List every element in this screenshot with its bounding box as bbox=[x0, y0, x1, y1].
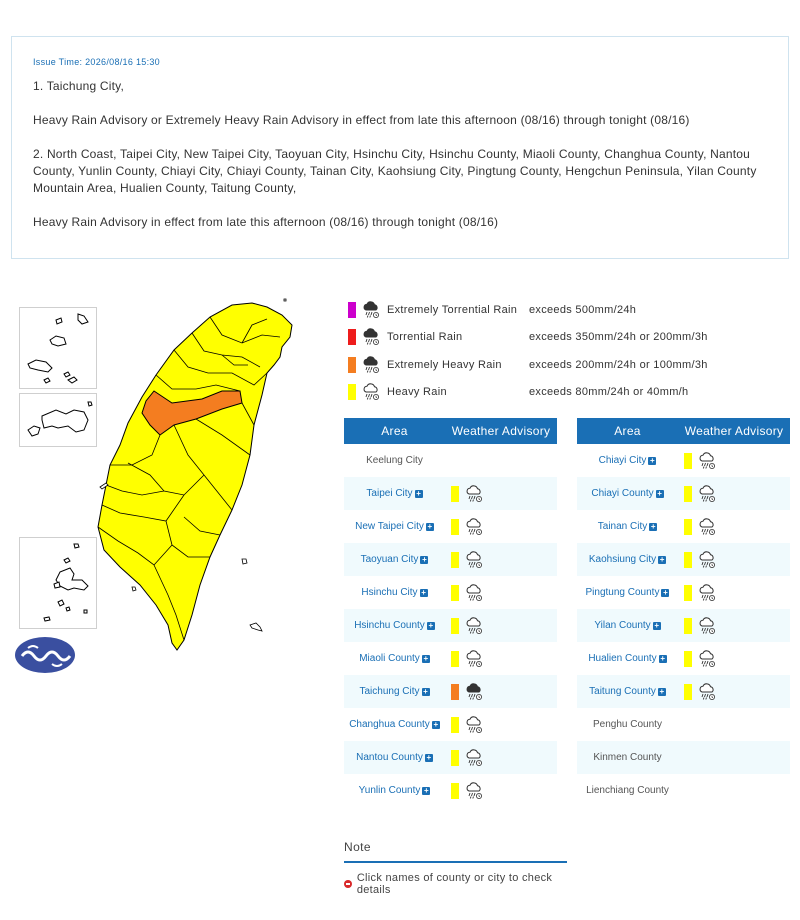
area-link[interactable] bbox=[577, 686, 678, 697]
advisory-swatch bbox=[451, 486, 459, 502]
area-name: Pingtung County bbox=[585, 587, 660, 598]
table-row bbox=[577, 741, 790, 774]
rain-cloud-icon bbox=[465, 518, 483, 536]
note-item bbox=[344, 872, 584, 896]
legend-desc: exceeds 500mm/24h bbox=[529, 303, 637, 316]
note-section bbox=[344, 840, 584, 896]
advisory-cell bbox=[445, 617, 557, 635]
advisory-cell bbox=[678, 683, 790, 701]
advisory-swatch bbox=[451, 684, 459, 700]
advisory-swatch bbox=[684, 618, 692, 634]
legend-swatch bbox=[348, 302, 356, 318]
advisory-swatch bbox=[451, 717, 459, 733]
advisory-swatch bbox=[684, 651, 692, 667]
plus-square-icon[interactable]: + bbox=[416, 488, 421, 498]
area-link[interactable] bbox=[344, 785, 445, 796]
area-name: Yilan County bbox=[594, 620, 651, 631]
header-area: Area bbox=[614, 424, 641, 438]
taiwan-main-map[interactable] bbox=[92, 295, 307, 655]
area-name: Taipei City bbox=[366, 488, 413, 499]
area-link[interactable] bbox=[577, 455, 678, 466]
plus-square-icon[interactable]: + bbox=[663, 587, 668, 597]
plus-square-icon[interactable]: + bbox=[650, 521, 656, 531]
advisory-cell bbox=[678, 551, 790, 569]
table-row bbox=[344, 741, 557, 774]
table-row bbox=[344, 708, 557, 741]
area-link[interactable] bbox=[577, 653, 678, 664]
legend-name: Extremely Heavy Rain bbox=[387, 358, 502, 371]
legend-name: Heavy Rain bbox=[387, 386, 447, 399]
heavy-rain-cloud-icon bbox=[362, 356, 380, 374]
area-name: Taichung City bbox=[359, 686, 420, 697]
advisory-swatch bbox=[684, 453, 692, 469]
rain-cloud-icon bbox=[465, 617, 483, 635]
heavy-rain-cloud-icon bbox=[362, 328, 380, 346]
rain-cloud-icon bbox=[465, 584, 483, 602]
rain-cloud-icon bbox=[465, 551, 483, 569]
table-header bbox=[344, 418, 557, 444]
advisory-cell bbox=[445, 518, 557, 536]
rain-cloud-icon bbox=[362, 383, 380, 401]
rain-cloud-icon bbox=[698, 518, 716, 536]
area-name: Keelung City bbox=[366, 455, 423, 466]
legend-row-heavy bbox=[348, 379, 768, 407]
plus-square-icon[interactable]: + bbox=[433, 719, 439, 729]
plus-square-icon[interactable]: + bbox=[654, 620, 659, 630]
plus-square-icon[interactable]: + bbox=[428, 620, 434, 630]
note-text: Click names of county or city to check details bbox=[356, 872, 553, 896]
advisory-table-left bbox=[344, 418, 557, 807]
table-row bbox=[344, 576, 557, 609]
advisory-cell bbox=[445, 551, 557, 569]
advisory-swatch bbox=[684, 552, 692, 568]
table-row bbox=[344, 543, 557, 576]
area-name: Changhua County bbox=[349, 719, 430, 730]
plus-square-icon[interactable]: + bbox=[423, 686, 428, 696]
table-row bbox=[344, 642, 557, 675]
advisory-map bbox=[0, 290, 330, 690]
legend-name: Torrential Rain bbox=[387, 331, 463, 344]
taiwan-island bbox=[98, 303, 292, 650]
advisory-text bbox=[33, 78, 767, 231]
legend-desc: exceeds 200mm/24h or 100mm/3h bbox=[529, 358, 708, 371]
area-name: Miaoli County bbox=[359, 653, 420, 664]
table-row bbox=[344, 609, 557, 642]
area-link[interactable] bbox=[577, 587, 678, 598]
legend-desc: exceeds 350mm/24h or 200mm/3h bbox=[529, 331, 708, 344]
area-link[interactable] bbox=[577, 620, 678, 631]
advisory-cell bbox=[678, 485, 790, 503]
advisory-swatch bbox=[684, 585, 692, 601]
inset-map-kinmen[interactable] bbox=[19, 393, 97, 447]
rain-cloud-icon bbox=[698, 617, 716, 635]
advisory-paragraph-4: Heavy Rain Advisory in effect from late this afternoon (08/16) through tonight (08/16) bbox=[33, 215, 499, 229]
area-name: Nantou County bbox=[356, 752, 423, 763]
legend-desc: exceeds 80mm/24h or 40mm/h bbox=[529, 386, 689, 399]
area-name: Hualien County bbox=[588, 653, 657, 664]
area-name: Chiayi County bbox=[591, 488, 654, 499]
advisory-cell bbox=[445, 485, 557, 503]
area-name: Kinmen County bbox=[593, 752, 662, 763]
plus-square-icon[interactable]: + bbox=[650, 455, 655, 465]
advisory-cell bbox=[445, 782, 557, 800]
legend-row-extremely-torrential bbox=[348, 296, 768, 324]
table-rows bbox=[577, 444, 790, 807]
advisory-cell bbox=[445, 716, 557, 734]
rain-cloud-icon bbox=[698, 485, 716, 503]
plus-square-icon[interactable]: + bbox=[424, 785, 429, 795]
inset-map-penghu[interactable] bbox=[19, 537, 97, 629]
area-link bbox=[577, 752, 678, 763]
advisory-cell bbox=[445, 683, 557, 701]
table-row bbox=[577, 510, 790, 543]
table-row bbox=[344, 774, 557, 807]
legend-swatch bbox=[348, 329, 356, 345]
rain-cloud-icon bbox=[465, 485, 483, 503]
rain-cloud-icon bbox=[698, 683, 716, 701]
rain-cloud-icon bbox=[698, 452, 716, 470]
legend-swatch bbox=[348, 384, 356, 400]
advisory-cell bbox=[445, 749, 557, 767]
header-weather-advisory: Weather Advisory bbox=[451, 424, 551, 438]
table-row bbox=[577, 675, 790, 708]
table-row bbox=[344, 675, 557, 708]
table-row bbox=[577, 477, 790, 510]
legend bbox=[348, 296, 768, 406]
advisory-paragraph-2: Heavy Rain Advisory or Extremely Heavy Rain Advisory in effect from late this afternoon (08/16) through tonight (08/16) bbox=[33, 113, 690, 127]
table-row bbox=[577, 642, 790, 675]
table-row bbox=[344, 510, 557, 543]
issue-time: Issue Time: 2026/08/16 15:30 bbox=[33, 57, 160, 67]
advisory-summary-box bbox=[11, 36, 789, 259]
area-link[interactable] bbox=[344, 653, 445, 664]
advisory-cell bbox=[678, 518, 790, 536]
table-row bbox=[577, 609, 790, 642]
area-name: Tainan City bbox=[597, 521, 648, 532]
area-link bbox=[577, 785, 678, 796]
area-name: Chiayi City bbox=[598, 455, 647, 466]
plus-square-icon[interactable]: + bbox=[422, 554, 427, 564]
table-row bbox=[577, 576, 790, 609]
note-title: Note bbox=[344, 840, 567, 863]
table-row bbox=[577, 708, 790, 741]
advisory-cell bbox=[678, 452, 790, 470]
rain-cloud-icon bbox=[698, 584, 716, 602]
advisory-swatch bbox=[684, 486, 692, 502]
area-link[interactable] bbox=[344, 521, 445, 532]
rain-cloud-icon bbox=[698, 650, 716, 668]
rain-cloud-icon bbox=[465, 650, 483, 668]
advisory-swatch bbox=[451, 552, 459, 568]
plus-square-icon[interactable]: + bbox=[426, 752, 432, 762]
advisory-swatch bbox=[451, 519, 459, 535]
rain-cloud-icon bbox=[465, 716, 483, 734]
plus-square-icon[interactable]: + bbox=[660, 653, 666, 663]
advisory-cell bbox=[445, 584, 557, 602]
table-row bbox=[344, 477, 557, 510]
area-name: Kaohsiung City bbox=[588, 554, 657, 565]
area-name: New Taipei City bbox=[355, 521, 424, 532]
area-link bbox=[577, 719, 678, 730]
area-name: Taitung County bbox=[589, 686, 656, 697]
advisory-table-right bbox=[577, 418, 790, 807]
advisory-cell bbox=[678, 617, 790, 635]
area-link bbox=[344, 455, 445, 466]
advisory-swatch bbox=[451, 585, 459, 601]
advisory-swatch bbox=[451, 750, 459, 766]
area-link[interactable] bbox=[344, 719, 445, 730]
area-link[interactable] bbox=[344, 752, 445, 763]
heavy-rain-cloud-icon bbox=[362, 301, 380, 319]
area-link[interactable] bbox=[577, 521, 678, 532]
area-name: Yunlin County bbox=[358, 785, 421, 796]
legend-swatch bbox=[348, 357, 356, 373]
rain-cloud-icon bbox=[465, 749, 483, 767]
legend-name: Extremely Torrential Rain bbox=[387, 303, 518, 316]
table-row bbox=[577, 444, 790, 477]
header-weather-advisory: Weather Advisory bbox=[684, 424, 784, 438]
cwa-logo bbox=[14, 636, 76, 674]
area-link[interactable] bbox=[344, 587, 445, 598]
advisory-cell bbox=[678, 650, 790, 668]
area-link[interactable] bbox=[344, 686, 445, 697]
advisory-swatch bbox=[451, 618, 459, 634]
heavy-rain-cloud-icon bbox=[465, 683, 483, 701]
area-name: Hsinchu City bbox=[361, 587, 418, 598]
table-row bbox=[577, 774, 790, 807]
area-link[interactable] bbox=[344, 554, 445, 565]
advisory-paragraph-1: 1. Taichung City, bbox=[33, 79, 125, 93]
rain-cloud-icon bbox=[698, 551, 716, 569]
plus-square-icon[interactable]: + bbox=[657, 488, 662, 498]
header-area: Area bbox=[381, 424, 408, 438]
area-name: Hsinchu County bbox=[354, 620, 425, 631]
legend-row-torrential bbox=[348, 324, 768, 352]
advisory-swatch bbox=[684, 519, 692, 535]
advisory-swatch bbox=[451, 783, 459, 799]
area-link[interactable] bbox=[344, 620, 445, 631]
advisory-cell bbox=[678, 584, 790, 602]
table-row bbox=[344, 444, 557, 477]
plus-square-icon[interactable]: + bbox=[659, 686, 665, 696]
area-link[interactable] bbox=[577, 554, 678, 565]
advisory-cell bbox=[445, 650, 557, 668]
area-name: Penghu County bbox=[593, 719, 662, 730]
plus-square-icon[interactable]: + bbox=[421, 587, 426, 597]
inset-map-lienchiang[interactable] bbox=[19, 307, 97, 389]
plus-square-icon[interactable]: + bbox=[659, 554, 665, 564]
advisory-swatch bbox=[684, 684, 692, 700]
table-row bbox=[577, 543, 790, 576]
area-name: Taoyuan City bbox=[360, 554, 419, 565]
advisory-paragraph-3: 2. North Coast, Taipei City, New Taipei City, Taoyuan City, Hsinchu City, Hsinchu County, Miaoli County, Changhua County, Nantou County, Yunlin County, Chiayi City, Chiayi County, Tainan City, Kaohsiung City, Pingtung County, Hengchun Peninsula, Yilan County Mountain Area, Hualien County, Taitung County, bbox=[33, 147, 757, 195]
area-link[interactable] bbox=[577, 488, 678, 499]
advisory-swatch bbox=[451, 651, 459, 667]
table-header bbox=[577, 418, 790, 444]
table-rows bbox=[344, 444, 557, 807]
plus-square-icon[interactable]: + bbox=[423, 653, 429, 663]
minus-circle-icon bbox=[344, 880, 352, 888]
legend-row-extremely-heavy bbox=[348, 351, 768, 379]
area-link[interactable] bbox=[344, 488, 445, 499]
area-name: Lienchiang County bbox=[586, 785, 669, 796]
plus-square-icon[interactable]: + bbox=[427, 521, 433, 531]
rain-cloud-icon bbox=[465, 782, 483, 800]
